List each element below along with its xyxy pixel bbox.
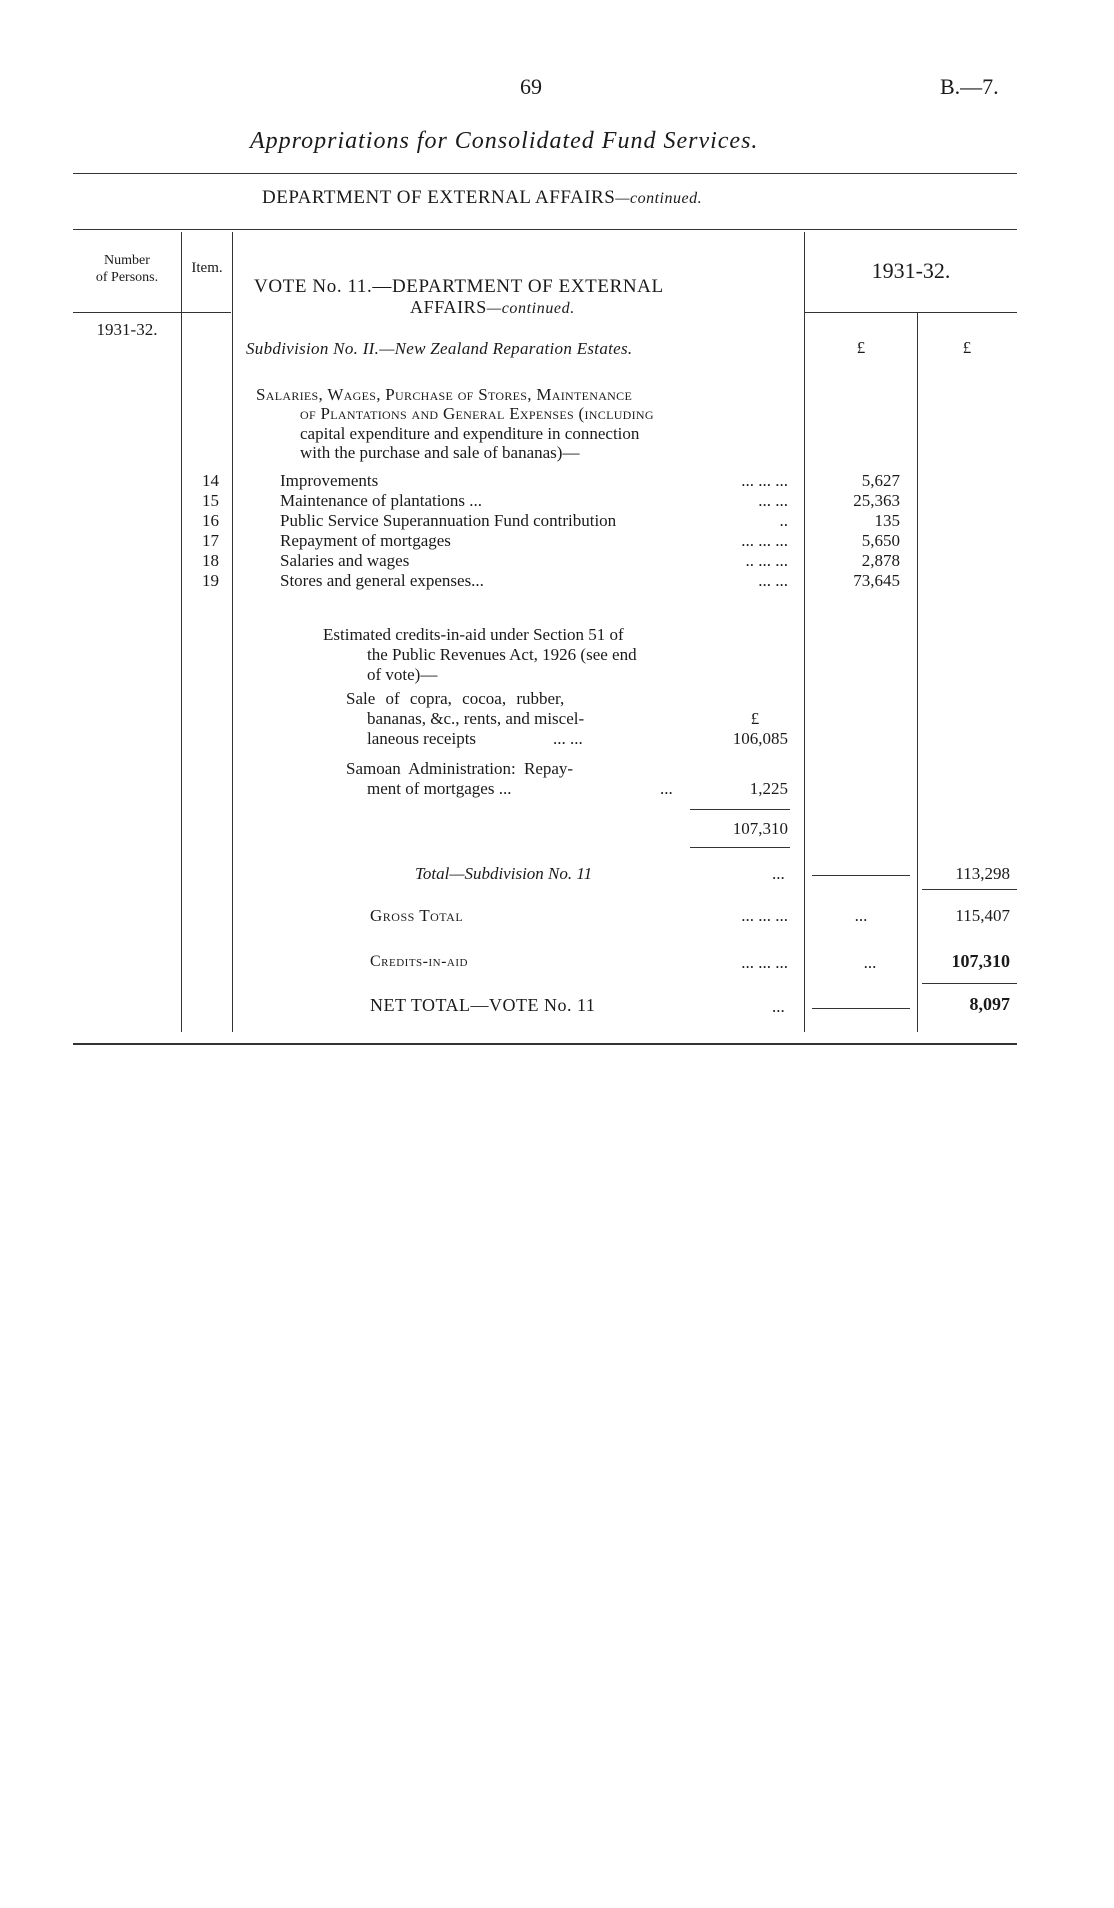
item-label: Improvements — [280, 471, 379, 490]
page-number: 69 — [520, 74, 542, 99]
gross-total-label: Gross Total — [370, 906, 464, 925]
item-row — [0, 571, 1114, 591]
persons-header-line1: Number — [104, 253, 150, 268]
column-rule-item — [232, 232, 233, 1032]
item-number: 17 — [202, 531, 219, 550]
subdivision-total-dash — [812, 875, 910, 876]
item-label: Salaries and wages — [280, 551, 410, 570]
item-number: 16 — [202, 511, 219, 530]
sale-line1: Sale of copra, cocoa, rubber, — [346, 689, 565, 708]
expense-heading-line4: with the purchase and sale of bananas)— — [300, 443, 580, 462]
currency-symbol-b: £ — [962, 338, 972, 357]
credits-in-aid-mid-dots: ... — [863, 953, 877, 972]
subdivision-total-label: Total—Subdivision No. 11 — [415, 864, 593, 883]
subdivision-title: Subdivision No. II.—New Zealand Reparation Estates. — [246, 339, 633, 358]
column-rule-persons — [181, 232, 182, 1032]
credits-intro-line2: the Public Revenues Act, 1926 (see end — [367, 645, 637, 664]
expense-heading-line1: Salaries, Wages, Purchase of Stores, Maintenance — [256, 385, 633, 404]
document-reference: B.—7. — [940, 74, 999, 99]
item-dots: .. — [779, 511, 788, 530]
net-total-rule — [922, 983, 1017, 984]
sale-dots: ... ... — [553, 729, 583, 748]
item-row — [0, 551, 1114, 571]
sale-amount: 106,085 — [732, 729, 788, 748]
samoan-line1: Samoan Administration: Repay- — [346, 759, 574, 778]
vote-heading-suffix: —continued. — [486, 300, 575, 317]
item-number: 15 — [202, 491, 219, 510]
gross-total-amount: 115,407 — [955, 906, 1010, 925]
net-total-amount: 8,097 — [969, 994, 1010, 1014]
samoan-dots: ... — [660, 779, 673, 798]
department-heading — [262, 187, 702, 209]
net-total-dots: ... — [772, 997, 785, 1016]
year-header: 1931-32. — [871, 258, 951, 283]
item-amount: 73,645 — [853, 571, 900, 590]
item-amount: 5,650 — [861, 531, 900, 550]
subdivision-total-rule — [922, 889, 1017, 890]
persons-header-rule — [73, 312, 231, 313]
item-label: Maintenance of plantations ... — [280, 491, 483, 510]
gross-total-mid-dots: ... — [854, 906, 868, 925]
item-row — [0, 471, 1114, 491]
persons-header-line2: of Persons. — [95, 270, 159, 285]
gross-total-dots: ... ... ... — [741, 906, 788, 925]
credits-total-rule — [690, 847, 790, 848]
item-row — [0, 511, 1114, 531]
item-dots: ... ... ... — [741, 471, 788, 490]
net-total-dash — [812, 1008, 910, 1009]
persons-year: 1931-32. — [96, 320, 158, 339]
table-top-rule — [73, 229, 1017, 230]
credits-in-aid-amount: 107,310 — [951, 951, 1010, 971]
expense-heading-line2: of Plantations and General Expenses (including — [300, 404, 654, 423]
item-label: Stores and general expenses... — [280, 571, 484, 590]
item-row — [0, 491, 1114, 511]
item-amount: 2,878 — [861, 551, 900, 570]
vote-heading-line1: VOTE No. 11.—DEPARTMENT OF EXTERNAL — [254, 276, 664, 297]
currency-symbol-a: £ — [856, 338, 866, 357]
credits-total: 107,310 — [732, 819, 788, 838]
item-dots: ... ... ... — [741, 531, 788, 550]
subdivision-total-dots: ... — [772, 864, 785, 883]
subdivision-total-amount: 113,298 — [955, 864, 1010, 883]
item-number: 19 — [202, 571, 219, 590]
item-number: 14 — [202, 471, 219, 490]
item-label: Repayment of mortgages — [280, 531, 451, 550]
vote-heading-affairs: AFFAIRS — [410, 297, 487, 317]
credits-intro-line1: Estimated credits-in-aid under Section 51 of — [323, 625, 624, 644]
header-rule — [73, 173, 1017, 174]
year-header-rule — [805, 312, 1017, 313]
department-name: DEPARTMENT OF EXTERNAL AFFAIRS — [262, 187, 616, 208]
item-amount: 135 — [874, 511, 900, 530]
item-header: Item. — [191, 260, 223, 276]
expense-heading-line3: capital expenditure and expenditure in connection — [300, 424, 640, 443]
item-dots: .. ... ... — [745, 551, 788, 570]
item-number: 18 — [202, 551, 219, 570]
net-total-label: NET TOTAL—VOTE No. 11 — [370, 995, 596, 1015]
sale-line2: bananas, &c., rents, and miscel- — [367, 709, 585, 728]
credits-sum-rule — [690, 809, 790, 810]
credits-intro-line3: of vote)— — [367, 665, 438, 684]
vote-heading-line2 — [410, 297, 575, 318]
sale-currency: £ — [750, 709, 760, 728]
item-row — [0, 531, 1114, 551]
samoan-amount: 1,225 — [749, 779, 788, 798]
department-suffix: —continued. — [615, 190, 703, 207]
item-label: Public Service Superannuation Fund contribution — [280, 511, 617, 530]
item-dots: ... ... — [758, 491, 788, 510]
samoan-line2: ment of mortgages ... — [367, 779, 512, 798]
sale-line3: laneous receipts — [367, 729, 477, 748]
item-amount: 5,627 — [861, 471, 900, 490]
table-bottom-rule — [73, 1043, 1017, 1045]
page-title: Appropriations for Consolidated Fund Services. — [250, 128, 759, 154]
item-dots: ... ... — [758, 571, 788, 590]
item-amount: 25,363 — [853, 491, 900, 510]
credits-in-aid-label: Credits-in-aid — [370, 953, 468, 970]
credits-in-aid-dots: ... ... ... — [741, 953, 788, 972]
